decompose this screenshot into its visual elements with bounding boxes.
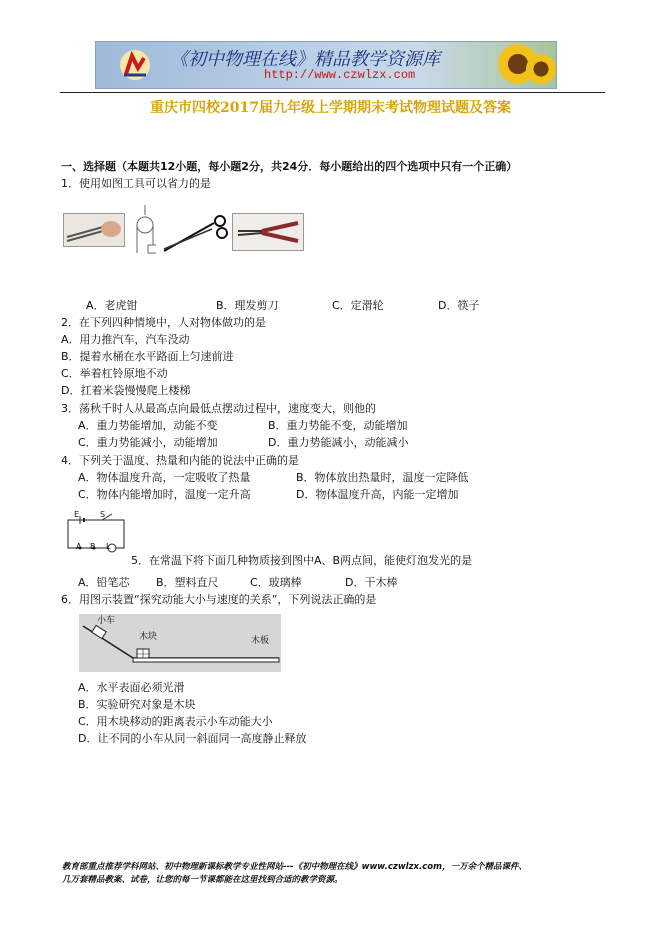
tool-pliers-figure: [63, 213, 125, 247]
section-heading: 一、选择题（本题共12小题，每小题2分，共24分．每小题给出的四个选项中只有一个正确）: [61, 160, 518, 173]
page-footer: [62, 861, 622, 887]
banner-url: http://www.czwlzx.com: [264, 68, 416, 82]
q2-option-a: A．用力推汽车，汽车没动: [61, 333, 190, 346]
q2-option-d: D．扛着米袋慢慢爬上楼梯: [61, 384, 191, 397]
site-logo-icon: [118, 48, 152, 82]
label-cart: 小车: [97, 616, 116, 626]
label-block: 木块: [139, 632, 158, 642]
q1-option-d: D．筷子: [438, 299, 480, 312]
circuit-diagram: [64, 510, 130, 554]
q1-option-a: A．老虎钳: [86, 299, 138, 312]
q6-option-b: B．实验研究对象是木块: [78, 698, 196, 711]
q5-option-b: B．塑料直尺: [156, 576, 219, 589]
circuit-label-l: L: [106, 542, 111, 551]
question-1-stem: 1．使用如图工具可以省力的是: [61, 177, 211, 190]
tool-cutters-figure: [232, 213, 304, 251]
q4-option-d: D．物体温度升高，内能一定增加: [296, 488, 459, 501]
q1-option-c: C．定滑轮: [332, 299, 384, 312]
page-title: 重庆市四校2017届九年级上学期期末考试物理试题及答案: [150, 100, 511, 116]
q6-option-a: A．水平表面必须光滑: [78, 681, 185, 694]
circuit-label-a: A: [76, 542, 82, 551]
q5-option-a: A．铅笔芯: [78, 576, 130, 589]
q5-option-d: D．干木棒: [345, 576, 398, 589]
q4-option-a: A．物体温度升高，一定吸收了热量: [78, 471, 251, 484]
q3-option-b: B．重力势能不变，动能增加: [268, 419, 408, 432]
q2-option-b: B．提着水桶在水平路面上匀速前进: [61, 350, 234, 363]
q6-option-c: C．用木块移动的距离表示小车动能大小: [78, 715, 273, 728]
banner-title: 《初中物理在线》精品教学资源库: [170, 49, 440, 70]
q2-option-c: C．举着杠铃原地不动: [61, 367, 168, 380]
q3-option-c: C．重力势能减小，动能增加: [78, 436, 218, 449]
footer-line-2: 几万套精品教案、试卷，让您的每一节课都能在这里找到合适的教学资源。: [62, 875, 343, 885]
q4-option-c: C．物体内能增加时，温度一定升高: [78, 488, 251, 501]
header-rule: [60, 92, 605, 93]
circuit-label-b: B: [90, 542, 96, 551]
footer-line-1: 教育部重点推荐学科网站、初中物理新课标教学专业性网站---《初中物理在线》www.czwlzx.com，一万余个精品课件、: [62, 862, 527, 872]
question-5-stem: 5．在常温下将下面几种物质接到图中A、B两点间，能使灯泡发光的是: [131, 554, 473, 567]
q4-option-b: B．物体放出热量时，温度一定降低: [296, 471, 469, 484]
q3-option-a: A．重力势能增加，动能不变: [78, 419, 218, 432]
q6-option-d: D．让不同的小车从同一斜面同一高度静止释放: [78, 732, 307, 745]
tool-pulley-figure: [134, 205, 156, 255]
circuit-label-e: E: [74, 510, 80, 519]
ramp-experiment-figure: [79, 614, 281, 672]
header-banner: [95, 41, 557, 89]
q3-option-d: D．重力势能减小，动能减小: [268, 436, 409, 449]
question-6-stem: 6．用图示装置“探究动能大小与速度的关系”，下列说法正确的是: [61, 593, 377, 606]
question-3-stem: 3．荡秋千时人从最高点向最低点摆动过程中，速度变大，则他的: [61, 402, 376, 415]
tool-scissors-figure: [162, 215, 232, 253]
question-2-stem: 2．在下列四种情境中，人对物体做功的是: [61, 316, 266, 329]
q1-option-b: B．理发剪刀: [216, 299, 279, 312]
question-4-stem: 4．下列关于温度、热量和内能的说法中正确的是: [61, 454, 299, 467]
sunflower-icon: [526, 54, 556, 84]
circuit-label-s: S: [100, 510, 106, 519]
q5-option-c: C．玻璃棒: [250, 576, 302, 589]
label-board: 木板: [251, 636, 270, 646]
